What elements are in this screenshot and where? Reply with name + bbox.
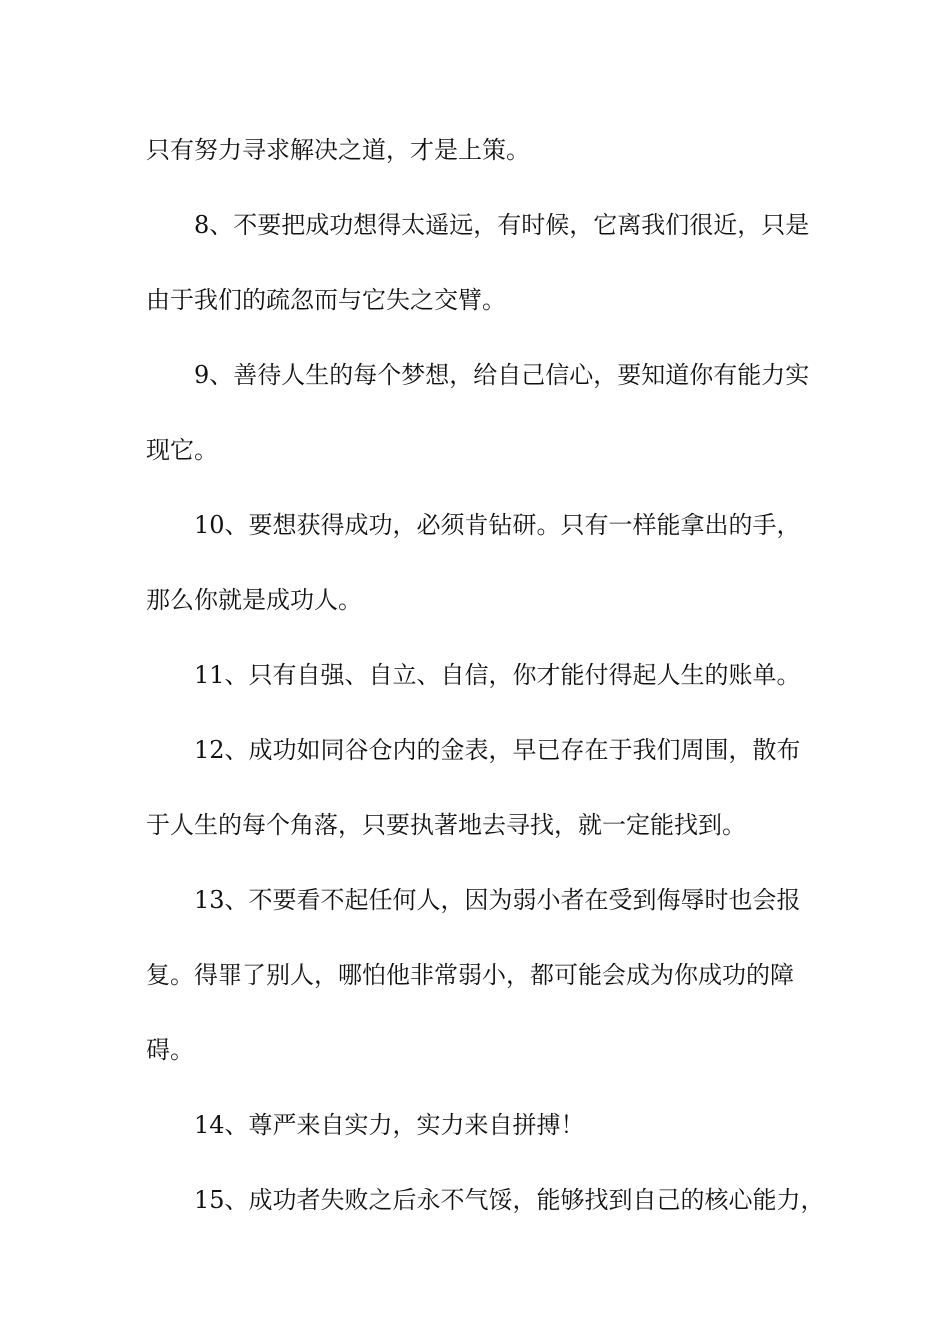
text-line: 10、要想获得成功，必须肯钻研。只有一样能拿出的手， <box>194 511 801 539</box>
text-line: 于人生的每个角落，只要执著地去寻找，就一定能找到。 <box>146 811 746 839</box>
text-line: 现它。 <box>146 436 218 464</box>
text-line: 9、善待人生的每个梦想，给自己信心，要知道你有能力实 <box>194 361 810 389</box>
text-line: 只有努力寻求解决之道，才是上策。 <box>146 136 530 164</box>
text-line: 11、只有自强、自立、自信，你才能付得起人生的账单。 <box>194 661 801 689</box>
text-line: 复。得罪了别人，哪怕他非常弱小，都可能会成为你成功的障 <box>146 961 794 989</box>
text-line: 13、不要看不起任何人，因为弱小者在受到侮辱时也会报 <box>194 886 801 914</box>
text-line: 碍。 <box>146 1036 194 1064</box>
text-line: 那么你就是成功人。 <box>146 586 362 614</box>
text-line: 15、成功者失败之后永不气馁，能够找到自己的核心能力， <box>194 1186 825 1214</box>
text-line: 由于我们的疏忽而与它失之交臂。 <box>146 286 506 314</box>
text-line: 8、不要把成功想得太遥远，有时候，它离我们很近，只是 <box>194 211 810 239</box>
text-line: 14、尊严来自实力，实力来自拼搏！ <box>194 1111 585 1139</box>
text-line: 12、成功如同谷仓内的金表，早已存在于我们周围，散布 <box>194 736 801 764</box>
